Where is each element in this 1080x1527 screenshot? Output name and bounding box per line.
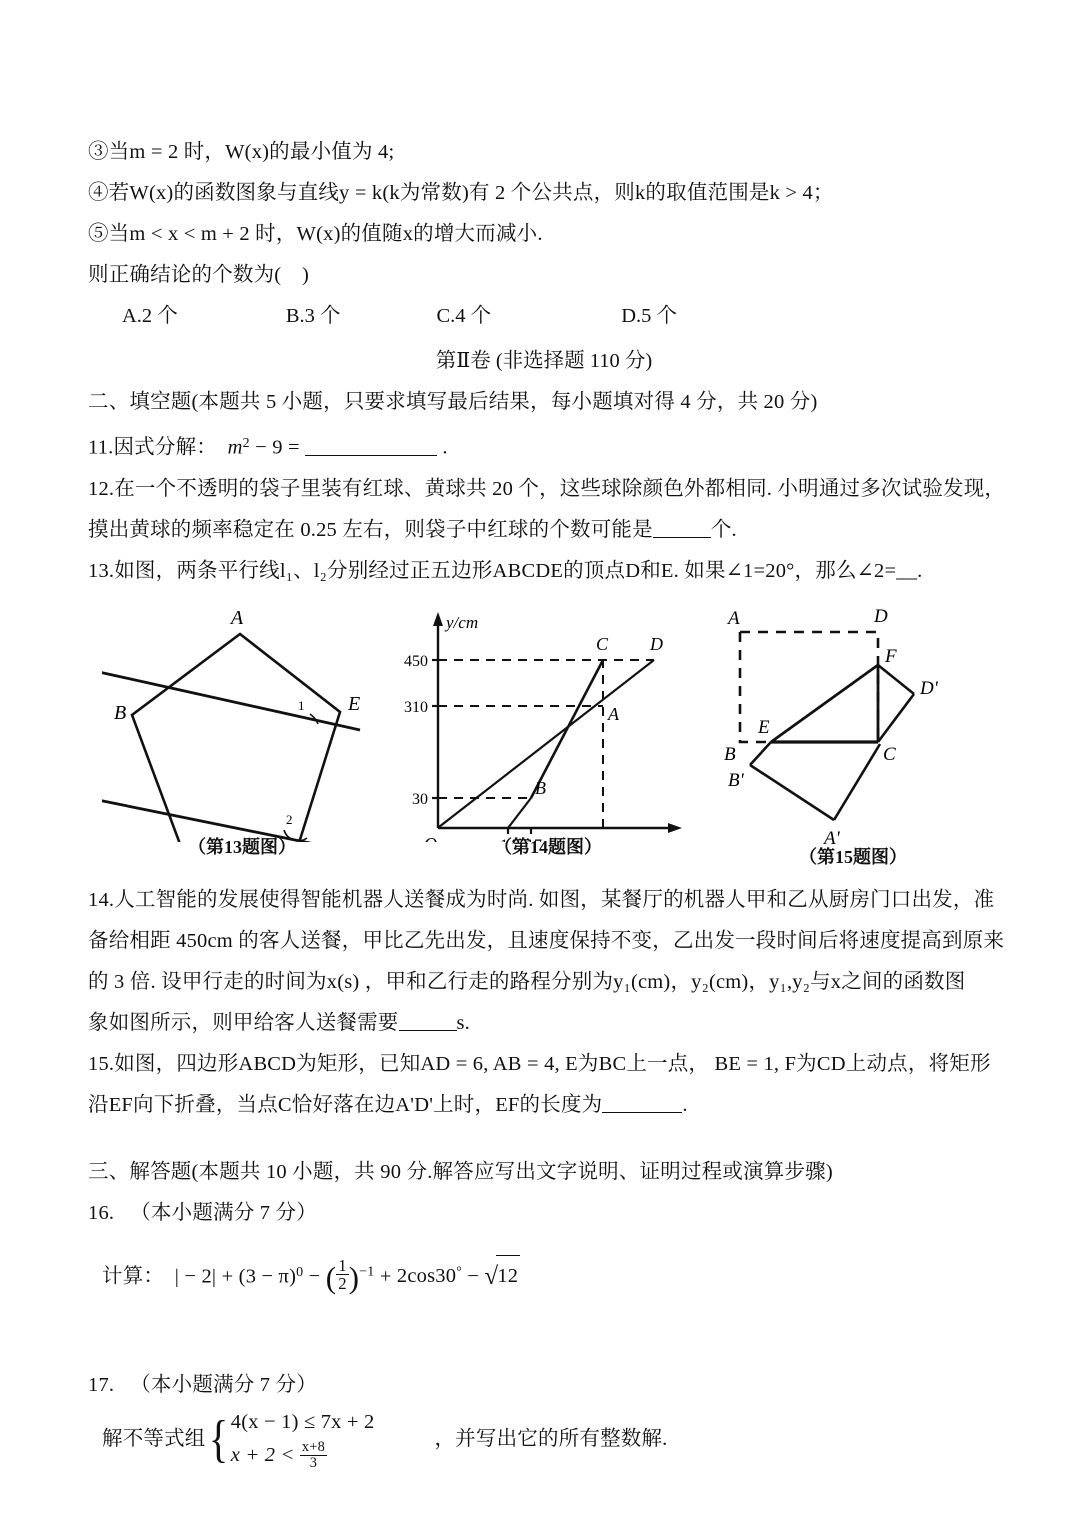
q14-text-line4-before: 象如图所示，则甲给客人送餐需要 [88, 1011, 399, 1034]
q17-tail: ，并写出它的所有整数解. [434, 1427, 668, 1450]
x-axis-label [655, 839, 675, 842]
fig15-label-A-prime: A' [824, 827, 840, 849]
q16-cos-value: 2cos30 [396, 1265, 457, 1288]
y-tick-label-450: 450 [404, 652, 428, 670]
fig13-label-B: B [114, 701, 127, 724]
fig15-label-D: D [874, 605, 888, 627]
fig13-label-A: A [230, 606, 244, 629]
q15-text-line2-before: 沿EF向下折叠，当点C恰好落在边A'D'上时，EF的长度为 [88, 1093, 603, 1116]
question-14-line2: 备给相距 450cm 的客人送餐，甲比乙先出发，且速度保持不变，乙出发一段时间后将速度提高到原来 [88, 929, 1005, 952]
question-16-header [88, 1193, 1000, 1234]
fig15-label-E: E [758, 716, 770, 738]
fig13-angle-1-label: 1 [298, 697, 305, 713]
figure-14-caption: （第14题图） [494, 836, 602, 857]
q12-number: 12. [88, 477, 115, 500]
q16-number: 16. [88, 1201, 115, 1224]
question-14-line3: 的 3 倍. 设甲行走的时间为x(s) ，甲和乙行走的路程分别为y₁(cm)，y₂(cm)，y₁,y₂与x之间的函数图 [88, 970, 966, 993]
statement-3: ③当m = 2 时，W(x)的最小值为 4; [88, 141, 395, 163]
q17-inequalities [231, 1406, 375, 1472]
fig14-label-A: A [608, 703, 619, 724]
fig13-label-E: E [348, 692, 361, 715]
q13-number: 13. [88, 559, 115, 582]
question-17-header [88, 1365, 1000, 1406]
q16-calc-label: 计算： [102, 1265, 165, 1288]
q16-paren-close: ) [348, 1260, 360, 1295]
q14-text-line4-after: s. [456, 1011, 471, 1034]
q11-expression-rest: − 9 = [255, 436, 300, 459]
page-content [88, 132, 1006, 1472]
q17-points: （本小题满分 7 分） [130, 1373, 317, 1396]
fig14-label-D: D [650, 633, 663, 654]
q16-fraction-numerator: 1 [338, 1255, 347, 1275]
choice-c[interactable]: C.4 个 [436, 305, 492, 327]
figure-15-svg [708, 602, 998, 852]
segment-FDprime [878, 665, 914, 694]
segment-BprimeAprime [750, 765, 834, 820]
q12-text-line1: 在一个不透明的袋子里装有红球、黄球共 20 个，这些球除颜色外都相同. 小明通过多次试验发现， [114, 477, 1006, 500]
q17-inequality-2-left: x + 2 < [230, 1444, 295, 1467]
q14-answer-blank[interactable] [399, 1015, 457, 1031]
q16-fraction-denominator: 2 [338, 1274, 347, 1294]
q15-text-line1: 如图，四边形ABCD为矩形，已知AD = 6, AB = 4, E为BC上一点， BE = 1, F为CD上动点，将矩形 [114, 1052, 991, 1075]
q17-label: 解不等式组 [102, 1427, 206, 1450]
q12-text-line2-after: 个. [710, 518, 737, 541]
fig15-label-A: A [728, 607, 740, 629]
series-y1-line [439, 660, 654, 827]
fig15-label-C: C [883, 743, 896, 765]
q16-points: （本小题满分 7 分） [130, 1201, 317, 1224]
q11-period: . [442, 436, 448, 459]
q14-number: 14. [88, 888, 115, 911]
q16-degree-symbol: ° [456, 1264, 462, 1280]
figure-14 [398, 602, 698, 859]
origin-label [424, 834, 437, 842]
fig14-label-B: B [535, 777, 546, 798]
figure-13 [102, 602, 382, 859]
figure-13-svg [102, 602, 382, 842]
q12-answer-blank[interactable] [653, 522, 711, 538]
figures-row [88, 602, 1000, 874]
parallel-line-l1 [102, 670, 360, 730]
statement-4: ④若W(x)的函数图象与直线y = k(k为常数)有 2 个公共点，则k的取值范围是k > 4； [88, 182, 834, 204]
q16-minus-1: − [308, 1265, 321, 1288]
q16-abs-term: | − 2| [174, 1265, 217, 1288]
q16-fraction-power [325, 1255, 375, 1295]
q17-inequality-1: 4(x − 1) ≤ 7x + 2 [230, 1410, 375, 1433]
q16-power-base: (3 − π) [238, 1265, 297, 1288]
y-tick-label-310: 310 [404, 698, 428, 716]
q11-number: 11. [88, 436, 114, 459]
segment-AprimeC [834, 744, 880, 820]
q16-sqrt-term [484, 1255, 520, 1297]
q16-fraction-exponent: −1 [359, 1264, 375, 1280]
pentagon-abcde [132, 634, 340, 842]
q16-cos-term [397, 1265, 462, 1287]
section-three-heading: 三、解答题(本题共 10 小题，共 90 分.解答应写出文字说明、证明过程或演算步骤) [88, 1160, 833, 1183]
q16-plus-2: + [379, 1265, 392, 1288]
fig15-label-D-prime: D' [920, 677, 938, 699]
question-12-line2 [88, 510, 1000, 551]
y-axis-label: y/cm [446, 612, 479, 632]
y-tick-label-30: 30 [412, 790, 428, 808]
q14-text-line1: 人工智能的发展使得智能机器人送餐成为时尚. 如图，某餐厅的机器人甲和乙从厨房门口出发，准 [114, 888, 995, 911]
q11-answer-blank[interactable] [305, 438, 437, 456]
figure-15 [708, 602, 998, 869]
q17-number: 17. [88, 1373, 115, 1396]
statement-5: ⑤当m < x < m + 2 时，W(x)的值随x的增大而减小. [88, 223, 543, 245]
q17-fraction-numerator: x+8 [301, 1439, 325, 1456]
q16-paren-open: ( [325, 1260, 337, 1295]
fig15-label-B-prime: B' [728, 769, 744, 791]
q11-exponent: 2 [242, 436, 250, 451]
fig13-angle-2-label: 2 [286, 811, 293, 827]
choice-a[interactable]: A.2 个 [122, 305, 178, 327]
segment-EF [771, 665, 878, 742]
q11-text: 因式分解： [113, 436, 217, 459]
volume-title: 第Ⅱ卷 (非选择题 110 分) [435, 350, 653, 372]
q16-fraction [336, 1257, 349, 1293]
q16-sqrt-radicand: 12 [496, 1255, 520, 1297]
q17-system [206, 1406, 375, 1472]
figure-13-caption: （第13题图） [188, 836, 296, 857]
fig15-label-B: B [724, 743, 736, 765]
choice-b[interactable]: B.3 个 [285, 305, 341, 327]
choice-d[interactable]: D.5 个 [621, 305, 677, 327]
q16-plus-1: + [221, 1265, 234, 1288]
q17-fraction-denominator: 3 [300, 1455, 327, 1471]
q11-variable: m [227, 436, 243, 459]
y-axis-arrow [433, 612, 443, 626]
question-13 [88, 551, 1000, 592]
q17-brace: { [208, 1409, 229, 1468]
x-axis-arrow [668, 823, 682, 833]
fig15-label-F: F [885, 645, 897, 667]
q15-number: 15. [88, 1052, 115, 1075]
question-15-line2 [88, 1085, 1000, 1126]
question-12-line1 [88, 469, 1006, 510]
choice-list [88, 296, 1000, 337]
q16-sqrt-symbol: √ [484, 1263, 499, 1291]
q15-text-line2-after: . [682, 1093, 688, 1116]
section-two-heading: 二、填空题(本题共 5 小题，只要求填写最后结果，每小题填对得 4 分，共 20 分) [88, 391, 818, 413]
question-17-body [88, 1406, 1000, 1472]
series-y2-segment1 [508, 798, 531, 828]
segment-EBprime [750, 742, 771, 765]
q16-power-exponent: 0 [296, 1264, 304, 1280]
q12-text-line2-before: 摸出黄球的频率稳定在 0.25 左右，则袋子中红球的个数可能是 [88, 518, 653, 541]
segment-DprimeC [878, 694, 914, 742]
q17-fraction [300, 1440, 327, 1471]
question-14-line4 [88, 1003, 1000, 1044]
fig14-label-C: C [596, 633, 609, 654]
question-14-line1 [88, 880, 1000, 921]
q13-text: 如图，两条平行线l₁、l₂分别经过正五边形ABCDE的顶点D和E. 如果∠1=20°，那么∠2=__. [114, 559, 923, 582]
multiple-choice-prompt: 则正确结论的个数为( ) [88, 264, 310, 286]
q15-answer-blank[interactable] [602, 1097, 682, 1113]
q17-inequality-2 [231, 1439, 375, 1472]
question-16-expression [88, 1252, 1000, 1299]
question-11 [88, 423, 1000, 469]
question-15-line1 [88, 1044, 1000, 1085]
figure-14-svg [398, 602, 698, 842]
figure-15-caption: （第15题图） [799, 846, 907, 867]
q16-minus-2: − [467, 1265, 480, 1288]
